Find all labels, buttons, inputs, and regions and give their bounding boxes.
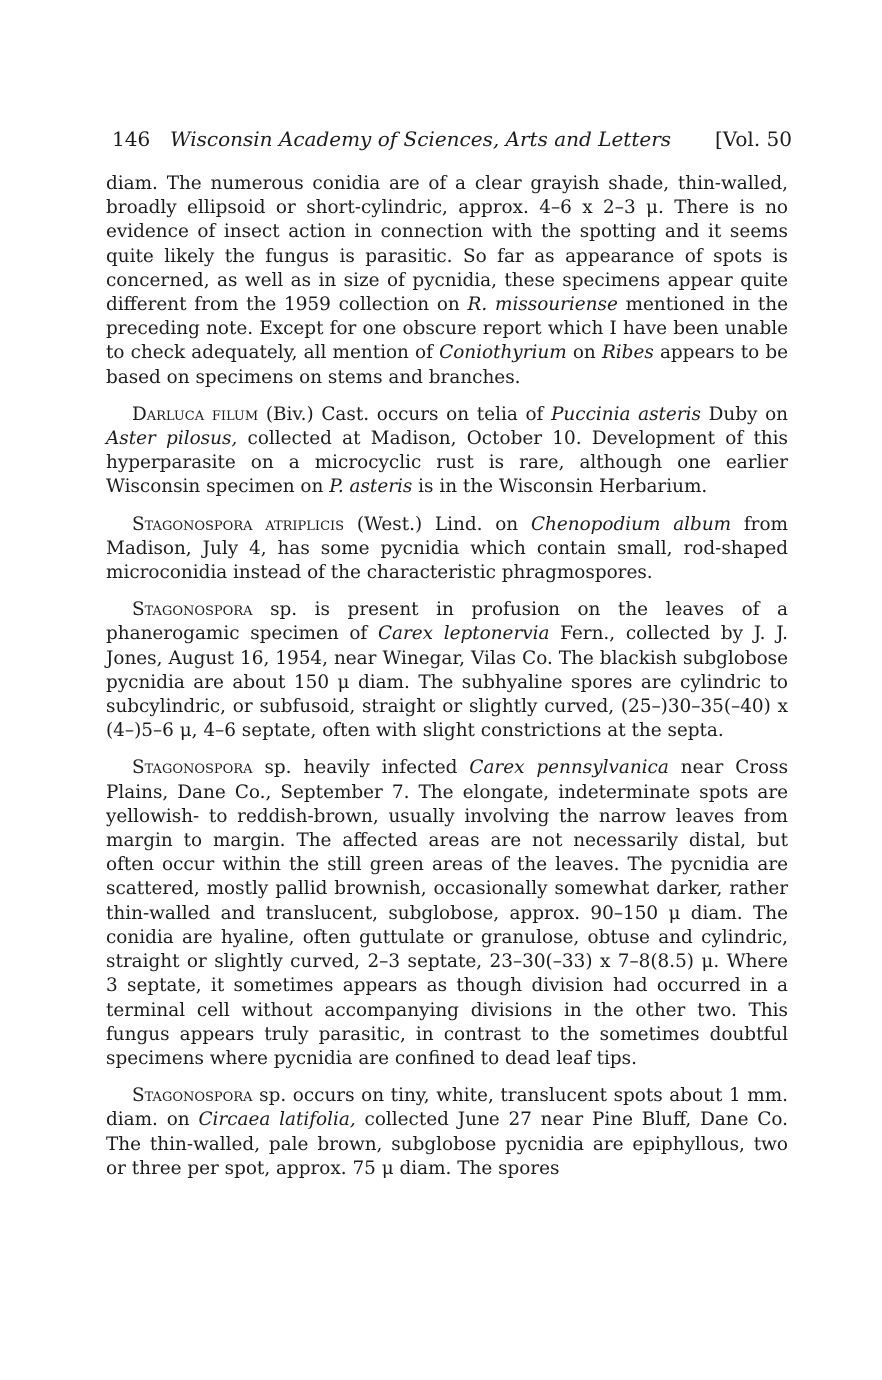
paragraph-p5 [106,1084,788,1181]
text-run: on [566,342,602,364]
species-heading: Stagonospora [132,757,253,779]
taxon-name: Puccinia asteris [551,403,701,425]
paragraph-p2 [106,513,788,586]
text-run: Duby on [700,403,788,425]
taxon-name: Carex leptonervia [377,623,550,645]
text-run: Fern., collected by J. J. Jones, August 16, 1954, near Winegar, Vilas Co. The blackish subglobose pycnidia are about 150 μ diam. The subhyaline spores are cylindric to subcylindric, or subfusoid, straight or slightly curved, (25–)30–35(–40) x (4–)5–6 μ, 4–6 septate, often with slight constrictions at the septa. [106,623,788,742]
text-run: diam. The numerous conidia are of a clear grayish shade, thin-walled, broadly ellipsoid or short-cylindric, approx. 4–6 x 2–3 μ. There is no evidence of insect action in connection with the spotting and it seems quite likely the fungus is parasitic. So far as appearance of spots is concerned, as well as in size of pycnidia, these specimens appear quite different from the 1959 collection on [106,173,788,316]
text-run: sp. heavily infected [252,757,470,779]
text-run: near Cross Plains, Dane Co., September 7. The elongate, indeterminate spots are yellowish- to reddish-brown, usually involving the narrow leaves from margin to margin. The affected areas are not necessarily distal, but often occur within the still green areas of the leaves. The pycnidia are scattered, mostly pallid brownish, occasionally somewhat darker, rather thin-walled and translucent, subglobose, approx. 90–150 μ diam. The conidia are hyaline, often guttulate or granulose, obtuse and cylindric, straight or slightly curved, 2–3 septate, 23–30(–33) x 7–8(8.5) μ. Where 3 septate, it sometimes appears as though division had occurred in a terminal cell without accompanying divisions in the other two. This fungus appears truly parasitic, in contrast to the sometimes doubtful specimens where pycnidia are confined to dead leaf tips. [106,757,789,1069]
text-run: mentioned in the preceding note. Except for one obscure report which I have been unable to check adequately, all mention of [106,294,788,364]
text-run: is in the Wisconsin Herbarium. [412,476,708,498]
text-run: from Madison, July 4, has some pycnidia which contain small, rod-shaped microconidia instead of the characteristic phragmospores. [106,513,788,584]
text-run: appears to be based on specimens on stems and branches. [106,342,789,388]
taxon-name: Coniothyrium [439,342,567,364]
taxon-name: R. missouriense [467,294,618,316]
page-number: 146 [112,127,151,151]
taxon-name: Circaea latifolia, [198,1109,356,1131]
taxon-name: Ribes [601,342,654,364]
body-text [106,172,788,1194]
paragraph-p4 [106,756,788,1071]
text-run: collected June 27 near Pine Bluff, Dane Co. The thin-walled, pale brown, subglobose pycnidia are epiphyllous, two or three per spot, approx. 75 μ diam. The spores [106,1109,788,1179]
running-head [112,124,792,154]
taxon-name: P. asteris [329,476,413,498]
text-run: sp. is present in profusion on the leaves of a phanerogamic specimen of [106,599,788,645]
paragraph-p1 [106,403,788,500]
text-run: (West.) Lind. on [344,513,531,535]
species-heading: Darluca filum [132,403,259,425]
taxon-name: Aster pilosus, [106,428,238,450]
species-heading: Stagonospora [132,599,253,621]
species-heading: Stagonospora atriplicis [132,513,345,535]
taxon-name: Chenopodium album [530,513,732,535]
journal-title: Wisconsin Academy of Sciences, Arts and Letters [170,127,672,151]
taxon-name: Carex pennsylvanica [469,757,669,779]
species-heading: Stagonospora [132,1085,253,1107]
text-run: sp. occurs on tiny, white, translucent spots about 1 mm. diam. on [106,1085,788,1131]
text-run: (Biv.) Cast. occurs on telia of [258,403,552,425]
text-run: collected at Madison, October 10. Development of this hyperparasite on a microcyclic rust is rare, although one earlier Wisconsin specimen on [106,428,788,498]
volume-number: [Vol. 50 [714,127,792,151]
paragraph-p3 [106,598,788,743]
paragraph-p0 [106,172,788,390]
